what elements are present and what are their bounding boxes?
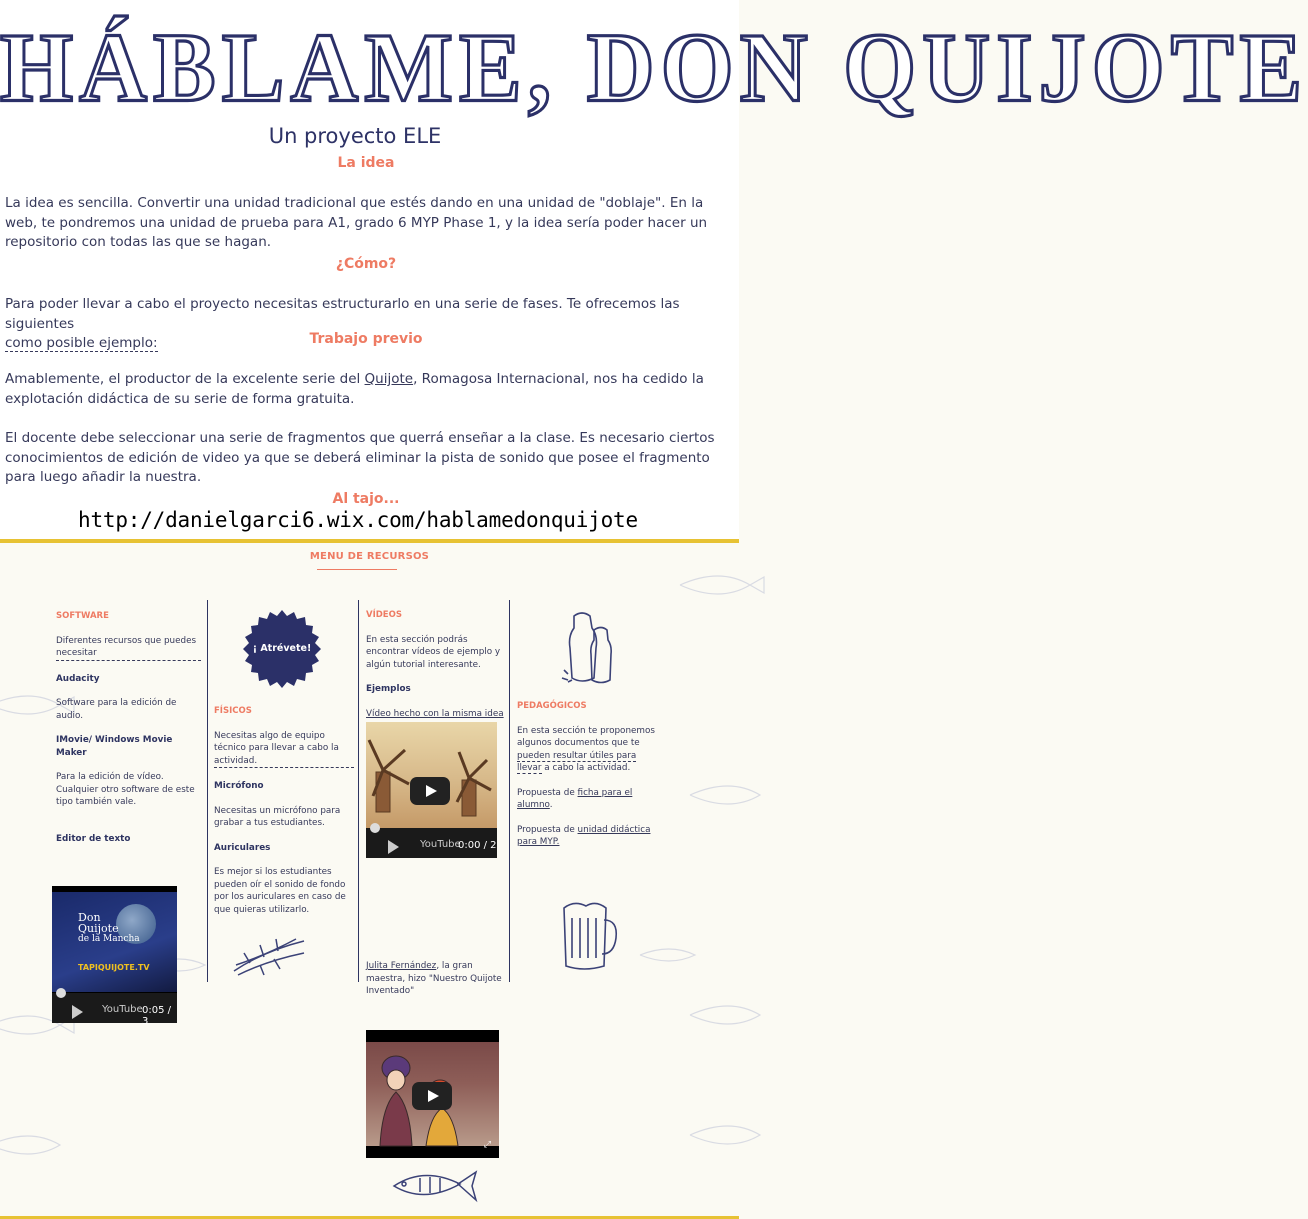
video-player-3[interactable] [366, 1030, 499, 1158]
auri-title: Auriculares [214, 842, 271, 853]
play-button[interactable] [412, 1082, 452, 1110]
videos-column [366, 609, 506, 720]
trabajo-text-b: , Romagosa Internacional, nos ha cedido la explotación didáctica de su serie de forma gratuita. [5, 371, 704, 407]
quijote-link[interactable]: Quijote [364, 371, 414, 387]
column-divider [358, 600, 359, 982]
section-title-como: ¿Cómo? [335, 256, 397, 272]
video-1-title-line: Quijote [78, 922, 119, 935]
unidad-line [517, 824, 657, 849]
audacity-text: Software para la edición de audio. [56, 698, 177, 721]
pedagogicos-intro-b: a cabo la actividad. [541, 763, 631, 773]
top-section [0, 0, 1308, 541]
julita-text [366, 960, 506, 998]
pedagogicos-intro [517, 725, 657, 775]
software-intro[interactable]: Diferentes recursos que puedes necesitar [56, 635, 201, 661]
video-1-title-line: Don [78, 911, 101, 924]
trabajo-text-2: El docente debe seleccionar una serie de fragmentos que querrá enseñar a la clase. Es necesario ciertos conocimientos de edición de video ya que se deberá eliminar la pista de sonido que posee el fragmento para luego añadir la nuestra. [5, 430, 715, 485]
ficha-line [517, 787, 657, 812]
como-text-line: Para poder llevar a cabo el proyecto necesitas estructurarlo en una serie de fases. Te ofrecemos las siguientes [5, 296, 680, 332]
software-column [56, 610, 201, 845]
video-player-2[interactable] [366, 722, 497, 858]
unidad-link[interactable]: unidad didáctica para MYP. [517, 824, 651, 847]
pedagogicos-intro-a: En esta sección te proponemos algunos documentos que te [517, 725, 655, 748]
imovie-text: Para la edición de vídeo. Cualquier otro software de este tipo también vale. [56, 772, 195, 807]
menu-title-underline [317, 569, 397, 570]
page-subtitle: Un proyecto ELE [268, 124, 442, 148]
play-icon[interactable] [388, 840, 399, 854]
youtube-logo[interactable]: YouTube [420, 839, 461, 850]
page-title: HÁBLAME, DON QUIJOTE [0, 13, 1308, 123]
video-1-title-line: de la Mancha [78, 934, 140, 944]
video-2-time: 0:00 / 2 [458, 840, 497, 851]
videos-intro: En esta sección podrás encontrar vídeos de ejemplo y algún tutorial interesante. [366, 634, 501, 670]
unidad-prefix: Propuesta de [517, 824, 578, 835]
salt-pepper-icon [560, 610, 618, 688]
seal-label[interactable]: ¡ Atrévete! [252, 643, 312, 654]
fish-icon [390, 1166, 480, 1206]
micro-text: Necesitas un micrófono para grabar a tus estudiantes. [214, 805, 341, 828]
url-overlay: http://danielgarci6.wix.com/hablamedonquijote [78, 508, 638, 532]
imovie-title: IMovie/ Windows Movie Maker [56, 735, 173, 758]
fisicos-column [214, 705, 354, 916]
pedagogicos-heading: PEDAGÓGICOS [517, 701, 587, 711]
fullscreen-icon[interactable]: ⤢ [483, 1140, 491, 1150]
beer-mug-icon [560, 900, 618, 972]
youtube-logo[interactable]: YouTube [102, 1004, 143, 1015]
micro-title: Micrófono [214, 781, 264, 791]
ficha-link[interactable]: ficha para el alumno [517, 787, 633, 810]
fisicos-heading: FÍSICOS [214, 706, 252, 716]
column-divider [207, 600, 208, 982]
software-heading: SOFTWARE [56, 611, 109, 621]
como-example-link[interactable]: como posible ejemplo: [5, 335, 158, 351]
windmill-icon [366, 722, 497, 828]
idea-text: La idea es sencilla. Convertir una unidad tradicional que estés dando en una unidad de "doblaje". En la web, te pondremos una unidad de prueba para A1, grado 6 MYP Phase 1, y la idea sería poder hacer un repositorio con todas las que se hagan. [5, 195, 708, 250]
video-1-title [78, 912, 148, 945]
video-1-site-label: TAPIQUIJOTE.TV [78, 963, 150, 972]
fisicos-intro[interactable]: Necesitas algo de equipo técnico para llevar a cabo la actividad. [214, 730, 354, 769]
play-icon[interactable] [72, 1005, 83, 1019]
trabajo-text-a: Amablemente, el productor de la excelente serie del [5, 371, 365, 387]
videos-heading: VÍDEOS [366, 610, 402, 620]
pedagogicos-intro-link[interactable]: pueden resultar útiles para llevar [517, 750, 637, 773]
menu-title: MENU DE RECURSOS [309, 551, 430, 562]
ficha-suffix: . [549, 800, 553, 810]
ejemplo-video-link[interactable]: Vídeo hecho con la misma idea [366, 708, 504, 719]
progress-handle[interactable] [56, 988, 66, 998]
play-button[interactable] [410, 777, 450, 805]
video-1-time: 0:05 / 3 [142, 1005, 172, 1027]
section-title-altajo: Al tajo... [332, 491, 400, 507]
gold-divider [0, 539, 739, 543]
section-title-idea: La idea [337, 155, 395, 171]
progress-handle[interactable] [370, 823, 380, 833]
auri-text: Es mejor si los estudiantes pueden oír el sonido de fondo por los auriculares en caso de que quieras utilizarlo. [214, 867, 346, 915]
column-divider [509, 600, 510, 982]
editor-title: Editor de texto [56, 833, 131, 844]
section-title-trabajo: Trabajo previo [309, 331, 423, 347]
ficha-prefix: Propuesta de [517, 787, 578, 798]
ejemplos-title: Ejemplos [366, 684, 411, 694]
julita-desc: , la gran maestra, hizo "Nuestro Quijote Inventado" [366, 961, 502, 996]
audacity-title: Audacity [56, 673, 100, 684]
julita-link[interactable]: Julita Fernández [366, 961, 437, 971]
video-player-1[interactable] [52, 886, 177, 1027]
herbs-icon [230, 935, 308, 981]
pedagogicos-column [517, 700, 657, 849]
trabajo-text-1 [5, 370, 730, 409]
